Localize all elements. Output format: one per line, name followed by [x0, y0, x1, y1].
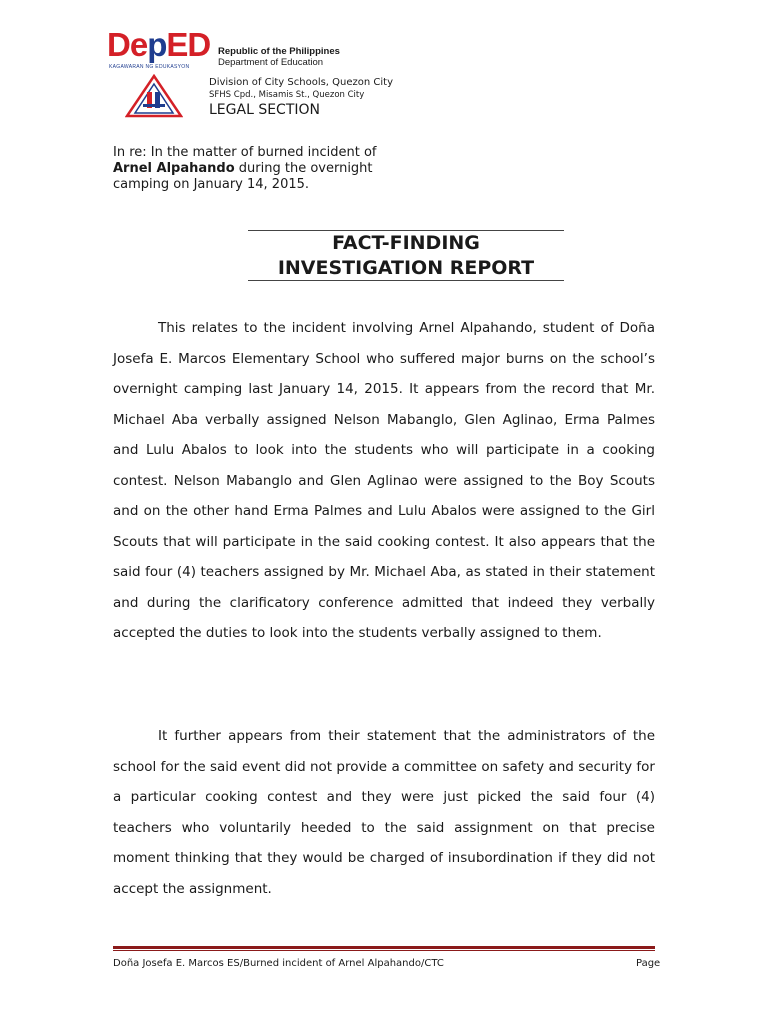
legal-section-label: LEGAL SECTION	[209, 102, 321, 118]
division-name: Division of City Schools, Quezon City	[209, 77, 394, 88]
in-re-name: Arnel Alpahando	[113, 161, 235, 176]
footer-reference: Doña Josefa E. Marcos ES/Burned incident of Arnel Alpahando/CTC	[113, 958, 444, 969]
republic-header	[218, 46, 340, 68]
in-re-block	[113, 145, 443, 193]
report-title	[248, 230, 564, 281]
deped-logo-text: DepED	[107, 26, 211, 63]
footer-page-label: Page	[636, 958, 661, 969]
division-seal-icon	[125, 74, 183, 118]
report-title-line1: FACT-FINDING	[332, 232, 480, 254]
report-title-line2: INVESTIGATION REPORT	[277, 257, 535, 279]
body-paragraph-2: It further appears from their statement that the administrators of the school for the said event did not provide a committee on safety and security for a particular cooking contest and they were just picked the said four (4) teachers who voluntarily heeded to the said assignment on that precise moment thinking that they would be charged of insubordination if they did not accept the assignment.	[113, 728, 655, 897]
footer-divider	[113, 946, 655, 951]
deped-logo-tagline: KAGAWARAN NG EDUKASYON	[109, 64, 190, 70]
in-re-line2: during the overnight	[238, 161, 373, 176]
department-label: Department of Education	[218, 57, 324, 68]
republic-label: Republic of the Philippines	[218, 46, 340, 57]
body-paragraph-1: This relates to the incident involving Arnel Alpahando, student of Doña Josefa E. Marcos Elementary School who suffered major burns on the school’s overnight camping last January 14, 2015. It appears from the record that Mr. Michael Aba verbally assigned Nelson Mabanglo, Glen Aglinao, Erma Palmes and Lulu Abalos to look into the students who will participate in a cooking contest. Nelson Mabanglo and Glen Aglinao were assigned to the Boy Scouts and on the other hand Erma Palmes and Lulu Abalos were assigned to the Girl Scouts that will participate in the said cooking contest. It also appears that the said four (4) teachers assigned by Mr. Michael Aba, as stated in their statement and during the clarificatory conference admitted that indeed they verbally accepted the duties to look into the students verbally assigned to them.	[113, 320, 655, 641]
deped-logo	[107, 26, 211, 74]
division-info	[209, 76, 393, 102]
in-re-line1: In re: In the matter of burned incident of	[113, 145, 377, 160]
division-address: SFHS Cpd., Misamis St., Quezon City	[209, 90, 365, 100]
in-re-line3: camping on January 14, 2015.	[113, 177, 310, 192]
